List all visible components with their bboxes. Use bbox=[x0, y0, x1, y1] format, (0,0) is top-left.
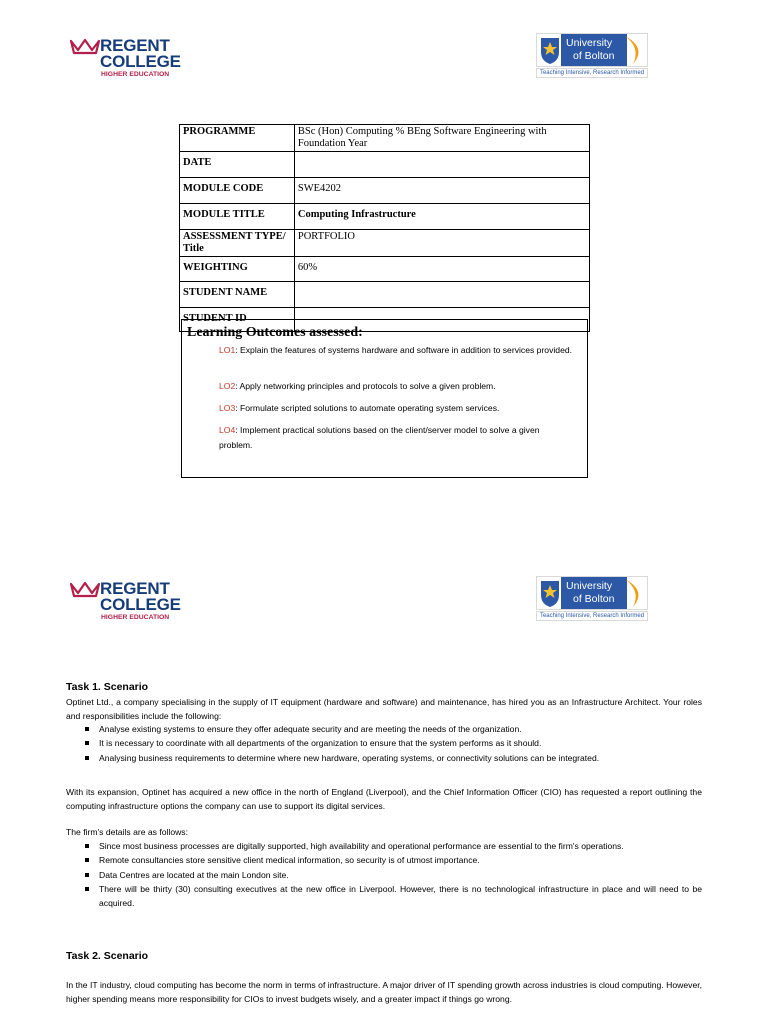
regent-logo-line3: HIGHER EDUCATION bbox=[101, 614, 170, 621]
learning-outcome-item bbox=[219, 401, 575, 416]
bolton-tagline: Teaching Intensive, Research Informed bbox=[536, 68, 648, 78]
value-module-code: SWE4202 bbox=[294, 178, 589, 204]
learning-outcomes-heading: Learning Outcomes assessed: bbox=[187, 325, 363, 340]
outcome-code: LO3 bbox=[219, 403, 236, 413]
label-module-title: MODULE TITLE bbox=[180, 204, 295, 230]
regent-college-logo bbox=[70, 37, 186, 83]
outcome-code: LO1 bbox=[219, 345, 236, 355]
task1-heading: Task 1. Scenario bbox=[66, 681, 149, 693]
bolton-logo-panel bbox=[561, 34, 627, 66]
university-of-bolton-logo bbox=[536, 33, 648, 79]
crest-icon bbox=[539, 579, 561, 608]
label-programme: PROGRAMME bbox=[180, 125, 295, 152]
bolton-logo-line1: University bbox=[566, 37, 613, 49]
learning-outcome-item bbox=[219, 379, 575, 394]
outcome-code: LO2 bbox=[219, 381, 236, 391]
task1-details-intro: The firm's details are as follows: bbox=[66, 827, 188, 837]
task1-expansion: With its expansion, Optinet has acquired a new office in the north of England (Liverpool), and the Chief Information Officer (CIO) has requested a report outlining the computing infrastructure options the company can use to support its digital services. bbox=[66, 787, 702, 811]
outcome-text: : Implement practical solutions based on the client/server model to solve a given problem. bbox=[219, 425, 540, 450]
bolton-logo-frame bbox=[536, 576, 648, 610]
bolton-logo-line2: of Bolton bbox=[573, 50, 615, 62]
value-module-title: Computing Infrastructure bbox=[294, 204, 589, 230]
regent-logo-line2: COLLEGE bbox=[100, 52, 181, 71]
outcome-code: LO4 bbox=[219, 425, 236, 435]
value-date bbox=[294, 152, 589, 178]
bolton-tagline: Teaching Intensive, Research Informed bbox=[536, 611, 648, 621]
outcome-text: : Explain the features of systems hardware and software in addition to services provided. bbox=[235, 345, 573, 355]
list-item: Remote consultancies store sensitive client medical information, so security is of utmost importance. bbox=[84, 853, 702, 867]
bolton-logo-line2: of Bolton bbox=[573, 593, 615, 605]
task1-details-list bbox=[84, 839, 702, 910]
label-student-id: STUDENT ID bbox=[180, 308, 295, 332]
label-date: DATE bbox=[180, 152, 295, 178]
list-item: Data Centres are located at the main London site. bbox=[84, 868, 702, 882]
label-weighting: WEIGHTING bbox=[180, 257, 295, 282]
task1-intro: Optinet Ltd., a company specialising in the supply of IT equipment (hardware and software) and maintenance, has hired you as an Infrastructure Architect. Your roles and responsibilities include the following: bbox=[66, 697, 702, 721]
list-item: Analysing business requirements to determine where new hardware, operating systems, or connectivity solutions can be integrated. bbox=[84, 751, 702, 765]
value-student-name bbox=[294, 282, 589, 308]
swoosh-icon bbox=[623, 577, 649, 609]
outcome-text: : Apply networking principles and protocols to solve a given problem. bbox=[235, 381, 496, 391]
table-row bbox=[180, 282, 590, 308]
swoosh-icon bbox=[623, 34, 649, 66]
list-item: It is necessary to coordinate with all departments of the organization to ensure that the system performs as it should. bbox=[84, 736, 702, 750]
bolton-logo-line1: University bbox=[566, 580, 613, 592]
learning-outcome-item bbox=[219, 343, 575, 358]
regent-logo-line1: REGENT bbox=[100, 579, 170, 598]
regent-college-logo bbox=[70, 580, 186, 626]
task1-roles-list bbox=[84, 722, 702, 765]
crown-icon bbox=[70, 37, 100, 55]
crest-icon bbox=[539, 36, 561, 65]
bolton-logo-frame bbox=[536, 33, 648, 67]
list-item: Since most business processes are digitally supported, high availability and operational performance are essential to the firm's operations. bbox=[84, 839, 702, 853]
learning-outcome-item bbox=[219, 423, 575, 452]
regent-logo-line1: REGENT bbox=[100, 36, 170, 55]
table-row bbox=[180, 178, 590, 204]
value-assessment-type: PORTFOLIO bbox=[294, 230, 589, 257]
outcome-text: : Formulate scripted solutions to automate operating system services. bbox=[235, 403, 500, 413]
university-of-bolton-logo bbox=[536, 576, 648, 622]
table-row bbox=[180, 152, 590, 178]
table-row bbox=[180, 204, 590, 230]
crown-icon bbox=[70, 580, 100, 598]
task2-heading: Task 2. Scenario bbox=[66, 950, 149, 962]
learning-outcomes-box bbox=[181, 319, 588, 478]
list-item: Analyse existing systems to ensure they offer adequate security and are meeting the needs of the organization. bbox=[84, 722, 702, 736]
label-module-code: MODULE CODE bbox=[180, 178, 295, 204]
task2-intro: In the IT industry, cloud computing has become the norm in terms of infrastructure. A major driver of IT spending growth across industries is cloud computing. However, higher spending means more responsibility for CIOs to invest budgets wisely, and a greater impact if things go wrong. bbox=[66, 980, 702, 1004]
table-row bbox=[180, 125, 590, 152]
table-row bbox=[180, 230, 590, 257]
label-assessment-type: ASSESSMENT TYPE/ Title bbox=[180, 230, 295, 257]
bolton-logo-panel bbox=[561, 577, 627, 609]
module-info-table bbox=[179, 124, 590, 332]
list-item: There will be thirty (30) consulting executives at the new office in Liverpool. However, there is no technological infrastructure in place and will need to be acquired. bbox=[84, 882, 702, 911]
label-student-name: STUDENT NAME bbox=[180, 282, 295, 308]
regent-logo-line2: COLLEGE bbox=[100, 595, 181, 614]
value-programme: BSc (Hon) Computing % BEng Software Engineering with Foundation Year bbox=[294, 125, 589, 152]
value-weighting: 60% bbox=[294, 257, 589, 282]
table-row bbox=[180, 257, 590, 282]
regent-logo-line3: HIGHER EDUCATION bbox=[101, 71, 170, 78]
